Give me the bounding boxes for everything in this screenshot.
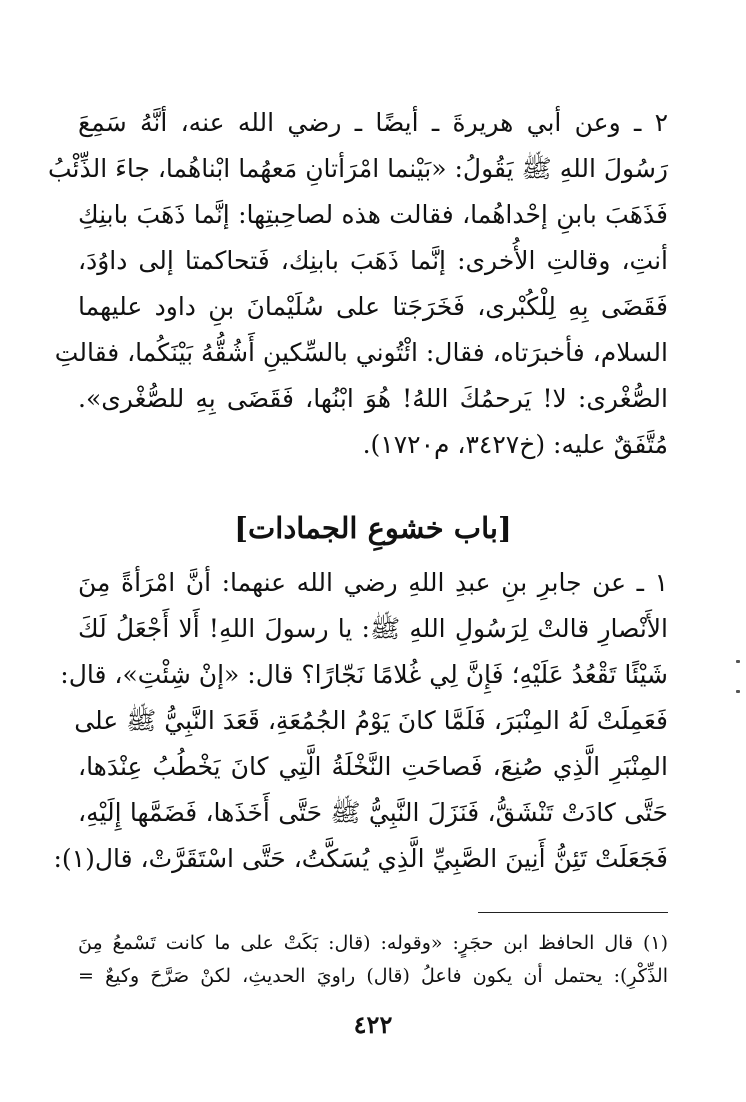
footnote-divider — [478, 912, 668, 913]
text-line: السلام، فأخبرَتاه، فقال: ائْتُوني بالسِّكينِ أَشُقُّهُ بَيْنَكُما، فقالتِ — [54, 338, 668, 367]
text-line: الأَنْصارِ قالتْ لِرَسُولِ اللهِ ﷺ: يا رسولَ اللهِ! أَلا أَجْعَلُ لَكَ — [78, 614, 668, 643]
text-line: فَجَعَلَتْ تَئِنُّ أَنِينَ الصَّبِيِّ الَّذِي يُسَكَّتُ، حَتَّى اسْتَقَرَّتْ، قال(١): — [53, 844, 668, 873]
text-line: ٢ ـ وعن أبي هريرةَ ـ أيضًا ـ رضي الله عنه، أنَّهُ سَمِعَ — [78, 108, 668, 137]
text-line: ١ ـ عن جابرِ بنِ عبدِ اللهِ رضي الله عنهما: أنَّ امْرَأةً مِنَ — [78, 568, 668, 597]
text-line: فَقَضَى بِهِ لِلْكُبْرى، فَخَرَجَتا على سُلَيْمانَ بنِ داود عليهما — [78, 292, 668, 321]
hadith-1-paragraph — [53, 560, 668, 882]
hadith-2-paragraph — [47, 100, 668, 468]
text-line: الصُّغْرى: لا! يَرحمُكَ اللهُ! هُوَ ابْنُها، فَقَضَى بِهِ للصُّغْرى». — [78, 384, 668, 413]
chapter-heading: [باب خشوعِ الجمادات] — [234, 511, 512, 545]
citation-line: مُتَّفَقٌ عليه: (خ٣٤٢٧، م١٧٢٠). — [362, 430, 668, 459]
text-line: فَذَهَبَ بابنِ إحْداهُما، فقالت هذه لصاحِبتِها: إنَّما ذَهَبَ بابنِكِ — [78, 200, 668, 229]
text-line: شَيْئًا تَقْعُدُ عَلَيْهِ؛ فَإِنَّ لِي غُلامًا نَجّارًا؟ قال: «إنْ شِئْتِ»، قال: — [60, 660, 668, 689]
text-line: أنتِ، وقالتِ الأُخرى: إنَّما ذَهَبَ بابنِك، فَتحاكمتا إلى داوُدَ، — [78, 246, 668, 275]
scan-speck — [736, 690, 740, 693]
text-line: فَعَمِلَتْ لَهُ المِنْبَرَ، فَلَمَّا كانَ يَوْمُ الجُمُعَةِ، قَعَدَ النَّبِيُّ ﷺ على — [74, 706, 668, 735]
footnote-line: الذِّكْرِ): يحتمل أن يكون فاعلُ (قال) راويَ الحديثِ، لكنْ صَرَّحَ وكيعٌ = — [78, 965, 668, 987]
scan-speck — [736, 660, 740, 663]
footnote-line: (١) قال الحافظ ابن حجَرٍ: «وقوله: (قال: بَكَتْ على ما كانت تَسْمعُ مِنَ — [78, 932, 668, 954]
page-number: ٤٢٢ — [353, 1010, 393, 1039]
text-line: حَتَّى كادَتْ تَنْشَقُّ، فَنَزَلَ النَّبِيُّ ﷺ حَتَّى أَخَذَها، فَضَمَّها إِلَيْهِ، — [78, 798, 668, 827]
text-line: المِنْبَرِ الَّذِي صُنِعَ، فَصاحَتِ النَّخْلَةُ الَّتِي كانَ يَخْطُبُ عِنْدَها، — [78, 752, 668, 781]
text-line: رَسُولَ اللهِ ﷺ يَقُولُ: «بَيْنما امْرَأتانِ مَعهُما ابْناهُما، جاءَ الذِّئْبُ — [47, 154, 668, 183]
